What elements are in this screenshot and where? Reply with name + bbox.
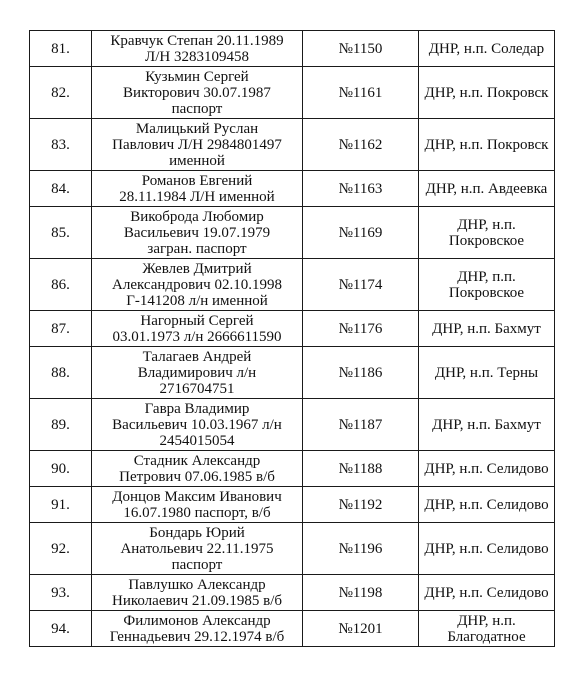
record-number-cell <box>303 523 419 575</box>
record-number-cell-text: №1186 <box>338 364 383 381</box>
record-number-cell-text: №1150 <box>338 40 383 57</box>
row-number-cell-text: 88. <box>51 364 70 381</box>
record-number-cell-text: №1169 <box>338 224 383 241</box>
row-number-cell-text: 84. <box>51 180 70 197</box>
person-cell-text: Филимонов Александр Геннадьевич 29.12.1974 в/б <box>109 612 285 645</box>
location-cell-text: ДНР, н.п. Терны <box>434 364 539 381</box>
record-number-cell-text: №1163 <box>338 180 383 197</box>
table-row <box>30 611 555 647</box>
table-row <box>30 67 555 119</box>
record-number-cell <box>303 31 419 67</box>
person-cell <box>92 119 303 171</box>
location-cell-text: ДНР, н.п. Селидово <box>424 584 549 601</box>
row-number-cell-text: 83. <box>51 136 70 153</box>
row-number-cell-text: 86. <box>51 276 70 293</box>
table-row <box>30 347 555 399</box>
location-cell-text: ДНР, н.п. Селидово <box>424 540 549 557</box>
location-cell <box>419 575 555 611</box>
row-number-cell-text: 81. <box>51 40 70 57</box>
row-number-cell <box>30 487 92 523</box>
location-cell-text: ДНР, н.п. Благодатное <box>447 612 526 645</box>
person-cell-text: Кузьмин Сергей Викторович 30.07.1987 паспорт <box>123 68 271 117</box>
table-row <box>30 487 555 523</box>
location-cell <box>419 611 555 647</box>
location-cell-text: ДНР, н.п. Покровск <box>424 136 549 153</box>
record-number-cell <box>303 259 419 311</box>
person-cell-text: Жевлев Дмитрий Александрович 02.10.1998 Г-141208 л/н именной <box>112 260 282 309</box>
person-cell-text: Викоброда Любомир Васильевич 19.07.1979 загран. паспорт <box>123 208 271 257</box>
row-number-cell-text: 91. <box>51 496 70 513</box>
location-cell <box>419 171 555 207</box>
record-number-cell-text: №1198 <box>338 584 383 601</box>
record-number-cell <box>303 207 419 259</box>
location-cell <box>419 487 555 523</box>
person-cell <box>92 611 303 647</box>
record-number-cell <box>303 311 419 347</box>
row-number-cell <box>30 31 92 67</box>
location-cell-text: ДНР, н.п. Селидово <box>424 496 549 513</box>
row-number-cell <box>30 399 92 451</box>
person-cell <box>92 259 303 311</box>
row-number-cell <box>30 575 92 611</box>
record-number-cell <box>303 487 419 523</box>
person-cell-text: Талагаев Андрей Владимирович л/н 2716704751 <box>137 348 257 397</box>
location-cell-text: ДНР, н.п. Соледар <box>428 40 545 57</box>
location-cell <box>419 347 555 399</box>
location-cell <box>419 207 555 259</box>
row-number-cell <box>30 451 92 487</box>
record-number-cell-text: №1162 <box>338 136 383 153</box>
table-row <box>30 259 555 311</box>
person-cell <box>92 171 303 207</box>
table-row <box>30 119 555 171</box>
row-number-cell-text: 90. <box>51 460 70 477</box>
location-cell <box>419 311 555 347</box>
location-cell-text: ДНР, н.п. Авдеевка <box>425 180 548 197</box>
person-cell-text: Малицький Руслан Павлович Л/Н 2984801497 именной <box>112 120 282 169</box>
record-number-cell-text: №1187 <box>338 416 383 433</box>
person-cell-text: Бондарь Юрий Анатольевич 22.11.1975 паспорт <box>120 524 274 573</box>
record-number-cell <box>303 171 419 207</box>
row-number-cell-text: 93. <box>51 584 70 601</box>
person-cell-text: Нагорный Сергей 03.01.1973 л/н 2666611590 <box>112 312 282 345</box>
person-cell <box>92 575 303 611</box>
record-number-cell-text: №1196 <box>338 540 383 557</box>
record-number-cell <box>303 119 419 171</box>
location-cell-text: ДНР, н.п. Покровск <box>424 84 549 101</box>
row-number-cell-text: 87. <box>51 320 70 337</box>
record-number-cell <box>303 347 419 399</box>
table-row <box>30 171 555 207</box>
table-row <box>30 399 555 451</box>
row-number-cell <box>30 67 92 119</box>
row-number-cell <box>30 523 92 575</box>
record-number-cell-text: №1174 <box>338 276 383 293</box>
record-number-cell <box>303 399 419 451</box>
location-cell-text: ДНР, н.п. Бахмут <box>432 320 541 337</box>
record-number-cell-text: №1176 <box>338 320 383 337</box>
location-cell <box>419 523 555 575</box>
row-number-cell <box>30 311 92 347</box>
roster-body <box>30 31 555 647</box>
roster-table <box>29 30 555 647</box>
location-cell-text: ДНР, н.п. Бахмут <box>432 416 541 433</box>
location-cell <box>419 119 555 171</box>
record-number-cell <box>303 611 419 647</box>
row-number-cell <box>30 611 92 647</box>
person-cell-text: Гавра Владимир Васильевич 10.03.1967 л/н 2454015054 <box>112 400 282 449</box>
location-cell <box>419 259 555 311</box>
record-number-cell-text: №1201 <box>338 620 383 637</box>
row-number-cell <box>30 119 92 171</box>
row-number-cell <box>30 347 92 399</box>
person-cell <box>92 31 303 67</box>
row-number-cell <box>30 259 92 311</box>
record-number-cell-text: №1161 <box>338 84 383 101</box>
person-cell <box>92 487 303 523</box>
record-number-cell <box>303 67 419 119</box>
row-number-cell <box>30 207 92 259</box>
person-cell <box>92 347 303 399</box>
record-number-cell <box>303 575 419 611</box>
person-cell-text: Стадник Александр Петрович 07.06.1985 в/б <box>119 452 275 485</box>
record-number-cell <box>303 451 419 487</box>
location-cell <box>419 451 555 487</box>
table-row <box>30 31 555 67</box>
person-cell-text: Павлушко Александр Николаевич 21.09.1985 в/б <box>111 576 283 609</box>
person-cell-text: Донцов Максим Иванович 16.07.1980 паспорт, в/б <box>112 488 282 521</box>
table-row <box>30 575 555 611</box>
person-cell-text: Романов Евгений 28.11.1984 Л/Н именной <box>119 172 275 205</box>
table-row <box>30 311 555 347</box>
table-row <box>30 451 555 487</box>
table-row <box>30 523 555 575</box>
person-cell <box>92 451 303 487</box>
record-number-cell-text: №1188 <box>338 460 383 477</box>
record-number-cell-text: №1192 <box>338 496 383 513</box>
table-row <box>30 207 555 259</box>
person-cell <box>92 311 303 347</box>
location-cell-text: ДНР, н.п. Покровское <box>448 216 525 249</box>
location-cell <box>419 67 555 119</box>
person-cell <box>92 523 303 575</box>
person-cell <box>92 207 303 259</box>
row-number-cell-text: 85. <box>51 224 70 241</box>
person-cell <box>92 67 303 119</box>
location-cell <box>419 399 555 451</box>
row-number-cell-text: 82. <box>51 84 70 101</box>
row-number-cell-text: 94. <box>51 620 70 637</box>
row-number-cell <box>30 171 92 207</box>
person-cell-text: Кравчук Степан 20.11.1989 Л/Н 3283109458 <box>110 32 284 65</box>
location-cell <box>419 31 555 67</box>
row-number-cell-text: 89. <box>51 416 70 433</box>
location-cell-text: ДНР, п.п. Покровское <box>448 268 525 301</box>
person-cell <box>92 399 303 451</box>
row-number-cell-text: 92. <box>51 540 70 557</box>
location-cell-text: ДНР, н.п. Селидово <box>424 460 549 477</box>
